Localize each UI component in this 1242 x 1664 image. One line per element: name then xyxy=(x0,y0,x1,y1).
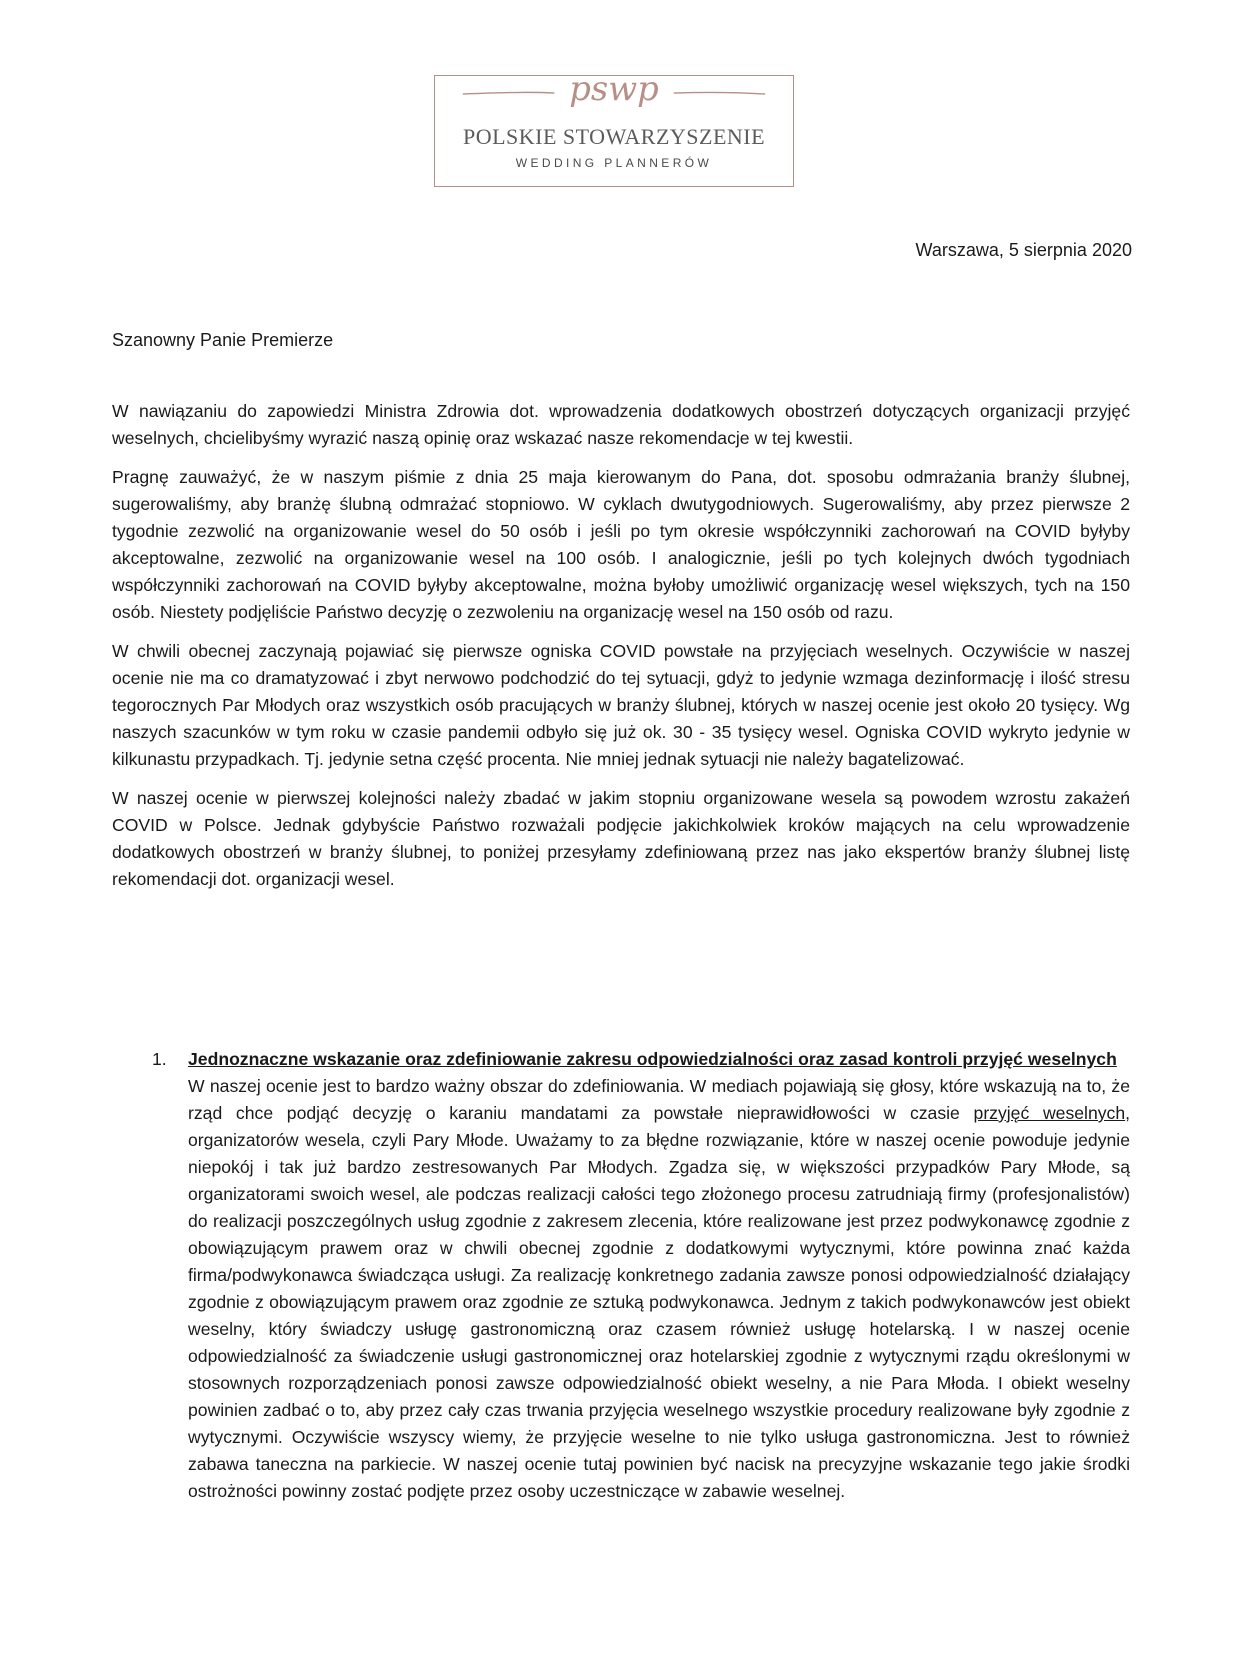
list-number: 1. xyxy=(152,1049,167,1069)
recommendations-list xyxy=(112,1046,1130,1505)
list-body-underlined: przyjęć weselnych xyxy=(973,1103,1126,1123)
logo-monogram-text: pswp xyxy=(569,68,659,108)
letter-date: Warszawa, 5 sierpnia 2020 xyxy=(915,240,1132,260)
logo xyxy=(434,68,794,187)
paragraph: W chwili obecnej zaczynają pojawiać się pierwsze ogniska COVID powstałe na przyjęciach weselnych. Oczywiście w naszej ocenie nie ma co dramatyzować i zbyt nerwowo podchodzić do tej sytuacji, gdyż to jedynie wzmaga dezinformację i ilość stresu tegorocznych Par Młodych oraz wszystkich osób pracujących w branży ślubnej, których w naszej ocenie jest około 20 tysięcy. Wg naszych szacunków w tym roku w czasie pandemii odbyło się już ok. 30 - 35 tysięcy wesel. Ogniska COVID wykryto jedynie w kilkunastu przypadkach. Tj. jedynie setna część procenta. Nie mniej jednak sytuacji nie należy bagatelizować. xyxy=(112,641,1130,769)
list-body xyxy=(188,1073,1130,1505)
logo-monogram-icon xyxy=(435,62,793,132)
list-heading: Jednoznaczne wskazanie oraz zdefiniowanie zakresu odpowiedzialności oraz zasad kontroli przyjęć weselnych xyxy=(188,1049,1117,1069)
paragraph: W naszej ocenie w pierwszej kolejności należy zbadać w jakim stopniu organizowane wesela są powodem wzrostu zakażeń COVID w Polsce. Jednak gdybyście Państwo rozważali podjęcie jakichkolwiek kroków mających na celu wprowadzenie dodatkowych obostrzeń w branży ślubnej, to poniżej przesyłamy zdefiniowaną przez nas jako ekspertów branży ślubnej listę rekomendacji dot. organizacji wesel. xyxy=(112,788,1130,889)
paragraph: W nawiązaniu do zapowiedzi Ministra Zdrowia dot. wprowadzenia dodatkowych obostrzeń dotyczących organizacji przyjęć weselnych, chcielibyśmy wyrazić naszą opinię oraz wskazać nasze rekomendacje w tej kwestii. xyxy=(112,401,1130,448)
list-body-text: , organizatorów wesela, czyli Pary Młode. Uważamy to za błędne rozwiązanie, które w naszej ocenie powoduje jedynie niepokój i tak już bardzo zestresowanych Par Młodych. Zgadza się, w większości przypadków Pary Młode, są organizatorami swoich wesel, ale podczas realizacji całości tego złożonego procesu zatrudniają firmy (profesjonalistów) do realizacji poszczególnych usług zgodnie z zakresem zlecenia, które realizowane jest przez podwykonawcę zgodnie z obowiązującym prawem oraz w chwili obecnej zgodnie z dodatkowymi wytycznymi, które powinna znać każda firma/podwykonawca świadcząca usługi. Za realizację konkretnego zadania zawsze ponosi odpowiedzialność działający zgodnie z obowiązującym prawem oraz zgodnie ze sztuką podwykonawca. Jednym z takich podwykonawców jest obiekt weselny, który świadczy usługę gastronomiczną oraz czasem również usługę hotelarską. I w naszej ocenie odpowiedzialność za świadczenie usługi gastronomicznej oraz hotelarskiej zgodnie z wytycznymi rządu określonymi w stosownych rozporządzeniach ponosi zawsze odpowiedzialność obiekt weselny, a nie Para Młoda. I obiekt weselny powinien zadbać o to, aby przez cały czas trwania przyjęcia weselnego wszystkie procedury realizowane były zgodnie z wytycznymi. Oczywiście wszyscy wiemy, że przyjęcie weselne to nie tylko usługa gastronomiczna. Jest to również zabawa taneczna na parkiecie. W naszej ocenie tutaj powinien być nacisk na precyzyjne wskazanie tego jakie środki ostrożności powinny zostać podjęte przez osoby uczestniczące w zabawie weselnej. xyxy=(188,1103,1131,1501)
logo-name: POLSKIE STOWARZYSZENIE xyxy=(462,124,766,149)
list-item xyxy=(112,1046,1130,1505)
salutation: Szanowny Panie Premierze xyxy=(112,330,334,350)
letter-body xyxy=(112,398,1130,905)
logo-subname: WEDDING PLANNERÓW xyxy=(515,156,713,170)
list-body-text: W naszej ocenie jest to bardzo ważny obszar do zdefiniowania. W mediach pojawiają się głosy, które wskazują na to, że rząd chce podjąć decyzję o karaniu mandatami za powstałe nieprawidłowości w czasie xyxy=(188,1076,1130,1123)
paragraph: Pragnę zauważyć, że w naszym piśmie z dnia 25 maja kierowanym do Pana, dot. sposobu odmrażania branży ślubnej, sugerowaliśmy, aby branżę ślubną odmrażać stopniowo. W cyklach dwutygodniowych. Sugerowaliśmy, aby przez pierwsze 2 tygodnie zezwolić na organizowanie wesel do 50 osób i jeśli po tym okresie współczynniki zachorowań na COVID byłyby akceptowalne, zezwolić na organizowanie wesel na 100 osób. I analogicznie, jeśli po tych kolejnych dwóch tygodniach współczynniki zachorowań na COVID byłyby akceptowalne, można byłoby umożliwić organizację wesel większych, tych na 150 osób. Niestety podjęliście Państwo decyzję o zezwoleniu na organizację wesel na 150 osób od razu. xyxy=(112,467,1130,622)
